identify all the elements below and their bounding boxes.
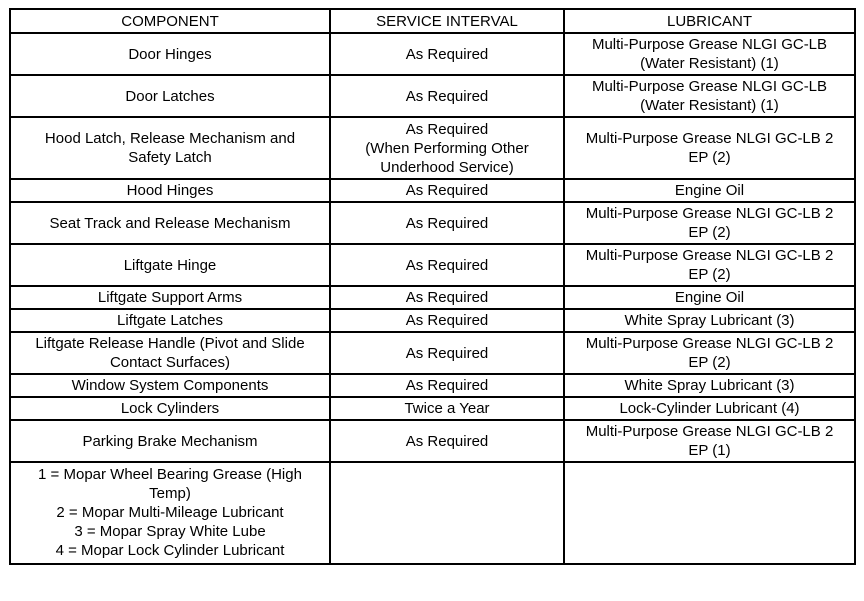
cell-text-line: As Required [405,289,489,306]
cell-text-line: Window System Components [71,377,269,394]
lubricant-cell [564,420,855,462]
legend-line: 2 = Mopar Multi-Mileage Lubricant [56,504,284,521]
service-interval-cell [330,374,564,397]
cell-text-line: EP (2) [688,354,731,371]
lubricant-cell [564,332,855,374]
cell-text-line: Liftgate Hinge [123,256,217,274]
service-interval-cell [330,117,564,179]
cell-text-line: Safety Latch [128,149,212,166]
table-header [10,9,855,33]
component-cell [10,374,330,397]
table-row [10,397,855,420]
table-row [10,244,855,286]
cell-text-line: Multi-Purpose Grease NLGI GC-LB [591,78,828,95]
cell-text-line: Liftgate Release Handle (Pivot and Slide [35,335,305,352]
legend-empty-cell [330,462,564,564]
table-row [10,202,855,244]
legend-line: 3 = Mopar Spray White Lube [74,523,266,540]
lubrication-table [9,8,856,565]
component-cell [10,332,330,374]
lubricant-cell [564,309,855,332]
cell-text-line: Door Latches [125,87,215,105]
lubricant-cell [564,244,855,286]
service-interval-cell [330,244,564,286]
component-cell [10,420,330,462]
cell-text-line: Lock Cylinders [120,400,220,417]
cell-text-line: Engine Oil [674,182,745,199]
lubricant-cell [564,374,855,397]
header-row [10,9,855,33]
lubricant-cell [564,33,855,75]
cell-text-line: Underhood Service) [380,158,514,176]
cell-text-line: Lock-Cylinder Lubricant (4) [619,400,800,417]
component-cell [10,202,330,244]
service-interval-cell [330,420,564,462]
cell-text-line: As Required [405,214,489,232]
component-cell [10,75,330,117]
service-interval-cell [330,397,564,420]
cell-text-line: Multi-Purpose Grease NLGI GC-LB 2 [585,335,834,352]
component-cell [10,397,330,420]
cell-text-line: Multi-Purpose Grease NLGI GC-LB 2 [585,423,834,440]
table-row [10,420,855,462]
table-row [10,286,855,309]
cell-text-line: Hood Hinges [126,182,214,199]
service-interval-cell [330,286,564,309]
cell-text-line: EP (2) [688,224,731,241]
cell-text-line: As Required [405,87,489,105]
lubricant-cell [564,179,855,202]
table-row [10,309,855,332]
cell-text-line: EP (2) [688,266,731,283]
table-row [10,374,855,397]
cell-text-line: Hood Latch, Release Mechanism and [44,130,296,147]
table-row [10,75,855,117]
table-row [10,179,855,202]
cell-text-line: As Required [405,45,489,63]
component-cell [10,286,330,309]
cell-text-line: White Spray Lubricant (3) [624,312,795,329]
cell-text-line: As Required [405,182,489,199]
cell-text-line: As Required [405,256,489,274]
cell-text-line: (When Performing Other [365,139,529,157]
legend-cell [10,462,330,564]
cell-text-line: Seat Track and Release Mechanism [49,214,291,232]
cell-text-line: As Required [405,312,489,329]
cell-text-line: Twice a Year [404,400,490,417]
service-interval-cell [330,332,564,374]
cell-text-line: Multi-Purpose Grease NLGI GC-LB 2 [585,247,834,264]
service-interval-cell [330,33,564,75]
cell-text-line: Multi-Purpose Grease NLGI GC-LB 2 [585,130,834,147]
table-row [10,117,855,179]
cell-text-line: As Required [405,344,489,362]
legend-line: 4 = Mopar Lock Cylinder Lubricant [55,542,285,559]
lubricant-cell [564,397,855,420]
cell-text-line: (Water Resistant) (1) [640,55,779,72]
lubricant-cell [564,75,855,117]
cell-text-line: As Required [405,432,489,450]
component-cell [10,117,330,179]
cell-text-line: (Water Resistant) (1) [640,97,779,114]
table-row [10,332,855,374]
component-cell [10,244,330,286]
cell-text-line: As Required [405,120,489,138]
cell-text-line: Door Hinges [128,45,212,63]
table-row [10,33,855,75]
service-interval-cell [330,75,564,117]
service-interval-cell [330,309,564,332]
cell-text-line: EP (1) [688,442,731,459]
cell-text-line: Engine Oil [674,289,745,306]
cell-text-line: Parking Brake Mechanism [82,432,258,450]
lubricant-cell [564,117,855,179]
header-lubricant: LUBRICANT [564,9,855,33]
cell-text-line: EP (2) [688,149,731,166]
service-interval-cell [330,179,564,202]
component-cell [10,33,330,75]
service-interval-cell [330,202,564,244]
lubricant-cell [564,202,855,244]
legend-line: 1 = Mopar Wheel Bearing Grease (High [38,466,302,483]
table-body [10,33,855,564]
cell-text-line: As Required [405,377,489,394]
cell-text-line: Liftgate Support Arms [97,289,243,306]
cell-text-line: Contact Surfaces) [109,354,231,371]
cell-text-line: Multi-Purpose Grease NLGI GC-LB [591,36,828,53]
legend-row [10,462,855,564]
component-cell [10,179,330,202]
cell-text-line: Liftgate Latches [117,312,223,329]
cell-text-line: White Spray Lubricant (3) [624,377,795,394]
header-component: COMPONENT [10,9,330,33]
legend-line: Temp) [149,485,191,502]
legend-empty-cell [564,462,855,564]
component-cell [10,309,330,332]
cell-text-line: Multi-Purpose Grease NLGI GC-LB 2 [585,205,834,222]
lubricant-cell [564,286,855,309]
header-service-interval: SERVICE INTERVAL [330,9,564,33]
